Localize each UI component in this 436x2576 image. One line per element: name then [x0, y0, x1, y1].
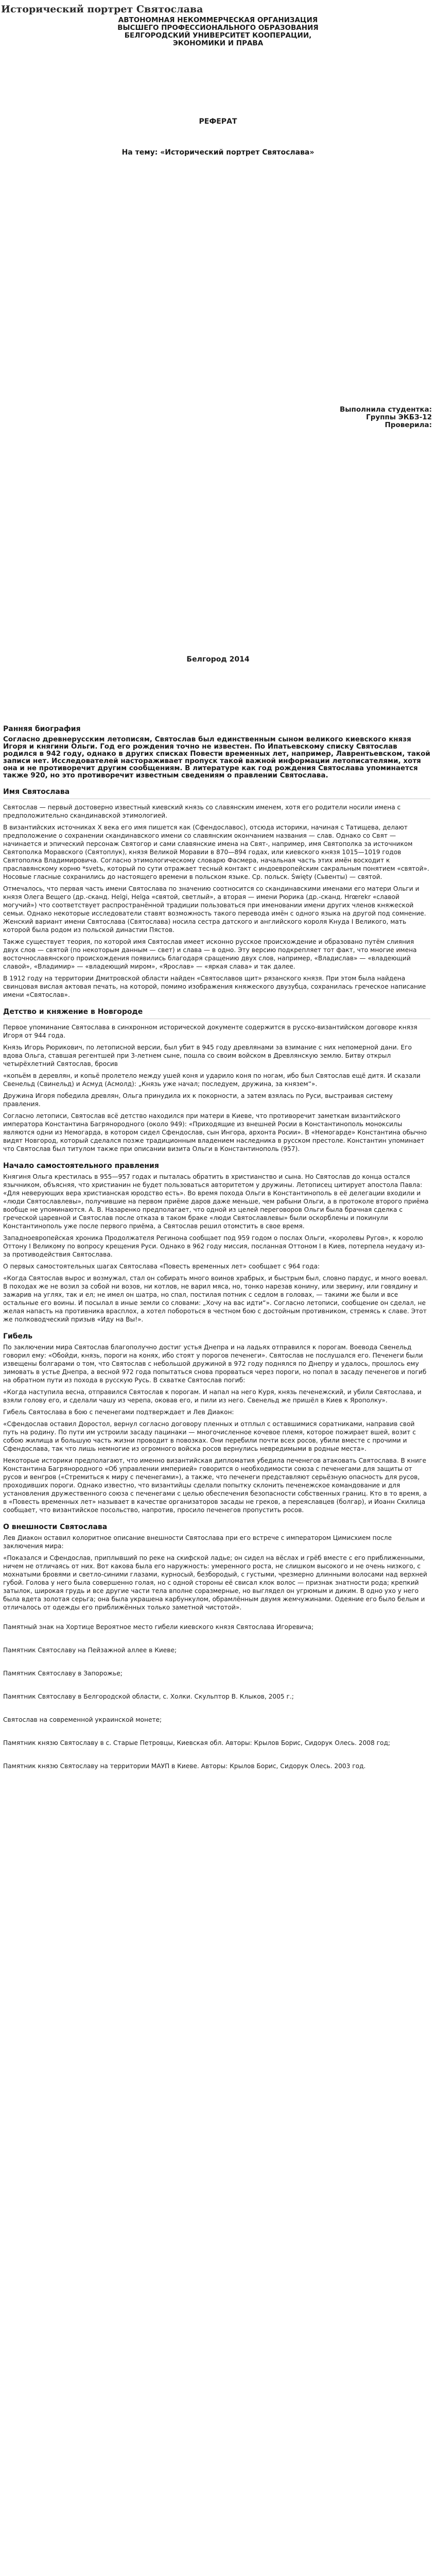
- section-heading-death: Гибель: [3, 1332, 33, 1341]
- early-bio-lead: Согласно древнерусским летописям, Святослав был единственным сыном великого киевского князя Игоря и княгини Ольги. Год его рождения точно не известен. По Ипатьевскому списку Святослав родился в 942 году, однако в других списках Повести временных лет, например, Лаврентьевском, такой записи нет. Исследователей настораживает пропуск такой важной информации летописателями, хотя она и не противоречит другим сообщениям. В литературе как год рождения Святослава упоминается также 920, но это противоречит известным сведениям о правлении Святослава.: [3, 735, 430, 779]
- paragraph: В 1912 году на территории Дмитровской области найден «Святославов щит» рязанского князя. При этом была найдена свинцовая вислая актовая печать, на которой, помимо изображения княжеского двузубца, сохранилась греческое написание имени «Святослав».: [3, 975, 426, 998]
- city-year: Белгород 2014: [186, 655, 250, 664]
- monument-item: Святослав на современной украинской монете;: [3, 1716, 162, 1723]
- paragraph: В византийских источниках X века его имя пишется как (Сфендославос), отсюда историки, начиная с Татищева, делают предположение о сохранении скандинавского имени со славянским окончанием названия — слав. Однако со Свят — начинается и эпический персонаж Святогор и сами славянские имена на Свят-, например, имя Святополка за источником Святополка Моравского (Святоплук), князя Великой Моравии в 870—894 годах, или киевского князя 1015—1019 годов Святополка Владимировича. Согласно этимологическому словарю Фасмера, начальная часть этих имён восходит к праславянскому корню *svetъ, который по сути отражает тесный контакт с индоевропейским сакральным понятием «святой». Носовые гласные сохранились до настоящего времени в польском языке. Ср. польск. Święty (Сьвенты) — святой.: [3, 824, 429, 880]
- organization-line: ВЫСШЕГО ПРОФЕССИОНАЛЬНОГО ОБРАЗОВАНИЯ: [117, 24, 319, 32]
- monument-item: Памятник Святославу в Запорожье;: [3, 1670, 123, 1677]
- author-line: Выполнила студентка:: [340, 405, 432, 414]
- organization-line: АВТОНОМНАЯ НЕКОММЕРЧЕСКАЯ ОРГАНИЗАЦИЯ: [118, 16, 318, 24]
- monument-item: Памятник Святославу в Белгородской области, с. Холки. Скульптор В. Клыков, 2005 г.;: [3, 1693, 294, 1700]
- paragraph: О первых самостоятельных шагах Святослава «Повесть временных лет» сообщает с 964 года:: [3, 1263, 320, 1270]
- monument-item: Памятник Святославу на Пейзажной аллее в Киеве;: [3, 1647, 177, 1654]
- quote-paragraph: «Когда наступила весна, отправился Святослав к порогам. И напал на него Куря, князь печенежский, и убили Святослава, и взяли голову его, и сделали чашу из черепа, оковав его, и пили из него. Свенельд же пришёл в Киев к Ярополку».: [3, 1388, 422, 1404]
- section-heading-childhood: Детство и княжение в Новгороде: [3, 1008, 143, 1016]
- report-label: РЕФЕРАТ: [199, 117, 237, 126]
- report-topic: На тему: «Исторический портрет Святослава»: [121, 148, 315, 157]
- paragraph: Гибель Святослава в бою с печенегами подтверждает и Лев Диакон:: [3, 1409, 234, 1416]
- section-heading-appearance: О внешности Святослава: [3, 1523, 108, 1531]
- author-group: Группы ЭКБЗ-12: [366, 413, 432, 421]
- organization-line: ЭКОНОМИКИ И ПРАВА: [172, 39, 264, 47]
- report-body: [3, 716, 430, 1782]
- paragraph: Некоторые историки предполагают, что именно византийская дипломатия убедила печенегов атаковать Святослава. В книге Константина Багрянородного «Об управлении империей» говорится о необходимости союза с печенегами для защиты от русов и венгров («Стремиться к миру с печенегами»), а также, что печенеги представляют серьёзную опасность для русов, проходивших пороги. Однако известно, что византийцы сделали попытку склонить печенежское командование и для установления дружественного союза с печенегами с целью обеспечения безопасности собственных границ. Кто в то время, а в «Повесть временных лет» называет в качестве организаторов засады не греков, а переяславцев (болгар), и Иоанн Скилица сообщает, что византийское посольство, напротив, просило печенегов пропустить росов.: [3, 1457, 427, 1514]
- reviewer-line: Проверила:: [385, 421, 432, 429]
- quote-paragraph: «Сфендослав оставил Доростол, вернул согласно договору пленных и отплыл с оставшимися соратниками, направив свой путь на родину. По пути им устроили засаду пацинаки — многочисленное кочевое племя, которое пожирает вшей, возит с собою жилища и большую часть жизни проводит в повозках. Они перебили почти всех росов, убили вместе с прочими и Сфендослава, так что лишь немногие из огромного войска росов вернулись невредимыми в родные места».: [3, 1420, 416, 1452]
- section-heading-independent-rule: Начало самостоятельного правления: [3, 1162, 159, 1170]
- paragraph: Согласно летописи, Святослав всё детство находился при матери в Киеве, что противоречит заметкам византийского императора Константина Багрянородного (около 949): «Приходящие из внешней Росии в Константинополь моноксилы являются одни из Немогарда, в котором сидел Сфендослав, сын Ингора, архонта Росии». В «Немогарде» Константина обычно видят Новгород, который сделался позже традиционным владением наследника в русском престоле. Константин упоминает что Святослав был титулом также при описании визита Ольги в Константинополь (957).: [3, 1112, 427, 1153]
- paragraph: Князь Игорь Рюрикович, по летописной версии, был убит в 945 году древлянами за взимание с них непомерной дани. Его вдова Ольга, ставшая регентшей при 3-летнем сыне, пошла со своим войском в Древлянскую землю. Битву открыл четырёхлетний Святослав, бросив: [3, 1044, 412, 1067]
- paragraph: Княгиня Ольга крестилась в 955—957 годах и пыталась обратить в христианство и сына. Но Святослав до конца остался язычником, объясняя, что христианин не будет пользоваться авторитетом у дружины. Летописец цитирует апостола Павла: «Для неверующих вера христианская юродство есть». Во время похода Ольги в Константинополь в её делегации входили и «люди Святославлевы», получившие на первом приёме даров даже меньше, чем рабыни Ольги, а в протоколе второго приёма вообще не упоминаются. А. В. Назаренко предполагает, что одной из целей переговоров Ольги была брачная сделка с греческой царевной и Святослав после отказа в таком браке «люди Святославлевы» были оскорблены и покинули Константинополь уже после первого приёма, а Святослав решил отомстить в свое время.: [3, 1173, 429, 1230]
- organization-header: [0, 16, 436, 47]
- section-heading-name: Имя Святослава: [3, 788, 70, 796]
- monument-item: Памятник князю Святославу в с. Старые Петровцы, Киевская обл. Авторы: Крылов Борис, Сидорук Олесь. 2008 год;: [3, 1739, 391, 1747]
- paragraph: По заключении мира Святослав благополучно достиг устья Днепра и на ладьях отправился к порогам. Воевода Свенельд говорил ему: «Обойди, князь, пороги на конях, ибо стоят у порогов печенеги». Святослав не послушался его. Печенеги были извещены болгарами о том, что Святослав с небольшой дружиной в 972 году поднялся по Днепру и удалось, прошлось ему зимовать в устье Днепра, а весной 972 года попытаться снова прорваться через пороги, но попал в засаду печенегов и погиб на обратном пути из похода в русскую Русь. В схватке Святослав погиб:: [3, 1344, 427, 1384]
- quote-paragraph: «Когда Святослав вырос и возмужал, стал он собирать много воинов храбрых, и быстрым был, словно пардус, и много воевал. В походах же не возил за собой ни возов, ни котлов, не варил мяса, но, тонко нарезав конину, или зверину, или говядину и зажарив на углях, так и ел; не имел он шатра, но спал, постилая потник с седлом в головах, — такими же были и все остальные его воины. И посылал в иные земли со словами: „Хочу на вас идти“». Согласно летописи, сообщение он сделал, не желая напасть на противника врасплох, а хотел побороться в честном бою с достойным противником, стремясь к славе. Этот же полководческий призыв «Иду на Вы!».: [3, 1275, 428, 1323]
- monuments-list: [3, 1623, 430, 1770]
- monument-item: Памятник князю Святославу на территории МАУП в Киеве. Авторы: Крылов Борис, Сидорук Олесь. 2003 год.: [3, 1762, 366, 1770]
- quote-paragraph: «Показался и Сфендослав, приплывший по реке на скифской ладье; он сидел на вёслах и грёб вместе с его приближенными, ничем не отличаясь от них. Вот какова была его наружность: умеренного роста, не слишком высокого и не очень низкого, с мохнатыми бровями и светло-синими глазами, курносый, безбородый, с густыми, чрезмерно длинными волосами над верхней губой. Голова у него была совершенно голая, но с одной стороны её свисал клок волос — признак знатности рода; крепкий затылок, широкая грудь и все другие части тела вполне соразмерные, но выглядел он угрюмым и диким. В одно ухо у него была вдета золотая серьга; она была украшена карбункулом, обрамлённым двумя жемчужинами. Одеяние его было белым и отличалось от одежды его приближённых только заметной чистотой».: [3, 1554, 427, 1611]
- paragraph: Святослав — первый достоверно известный киевский князь со славянским именем, хотя его родители носили имена с предположительно скандинавской этимологией.: [3, 804, 401, 819]
- paragraph: Лев Диакон оставил колоритное описание внешности Святослава при его встрече с императором Цимисхием после заключения мира:: [3, 1534, 392, 1550]
- paragraph: Первое упоминание Святослава в синхронном исторической документе содержится в русско-византийском договоре князя Игоря от 944 года.: [3, 1024, 417, 1039]
- monument-item: Памятный знак на Хортице Вероятное место гибели киевского князя Святослава Игоревича;: [3, 1623, 314, 1631]
- paragraph: Отмечалось, что первая часть имени Святослава по значению соотносится со скандинавскими именами его матери Ольги и князя Олега Вещего (др.-сканд. Helgi, Helga «святой, светлый», а вторая — имени Рюрика (др.-сканд. Hrœrekr «славой могучий») что соответствует распространённой традиции пользоваться при именовании имени других членов княжеской семьи. Однако некоторые исследователи ставят возможность такого перевода имён с одного языка на другой под сомнение. Женский вариант имени Святослава (Святослава) носила сестра датского и английского короля Кнуда I Великого, мать которой была родом из польской династии Пястов.: [3, 885, 426, 934]
- quote-paragraph: «копьём в деревлян, и копьё пролетело между ушей коня и ударило коня по ногам, ибо был Святослав ещё дитя. И сказали Свенельд (Свинельд) и Асмуд (Асмолд): „Князь уже начал; последуем, дружина, за князем“».: [3, 1072, 421, 1088]
- organization-line: БЕЛГОРОДСКИЙ УНИВЕРСИТЕТ КООПЕРАЦИИ,: [124, 31, 312, 40]
- paragraph: Западноевропейская хроника Продолжателя Регинона сообщает под 959 годом о послах Ольги, «королевы Ругов», к королю Оттону I Великому по вопросу крещения Руси. Однако в 962 году миссия, посланная Оттоном I в Киев, потерпела неудачу из-за противодействия Святослава.: [3, 1234, 425, 1258]
- paragraph: Также существует теория, по которой имя Святослав имеет исконно русское происхождение и образовано путём слияния двух слов — святой (по некоторым данным — свет) и слава — в одно. Эту версию подкрепляет тот факт, что многие имена восточнославянского происхождения появились благодаря сращению двух слов, например, «Владислав» — «владеющий славой», «Владимир» — «владеющий миром», «Ярослав» — «яркая слава» и так далее.: [3, 938, 417, 970]
- document-title: Исторический портрет Святослава: [1, 4, 203, 15]
- section-heading-early-bio: Ранняя биография: [3, 725, 81, 733]
- author-block: [340, 406, 432, 429]
- paragraph: Дружина Игоря победила древлян, Ольга принудила их к покорности, а затем взялась по Руси, выстраивая систему правления.: [3, 1092, 393, 1108]
